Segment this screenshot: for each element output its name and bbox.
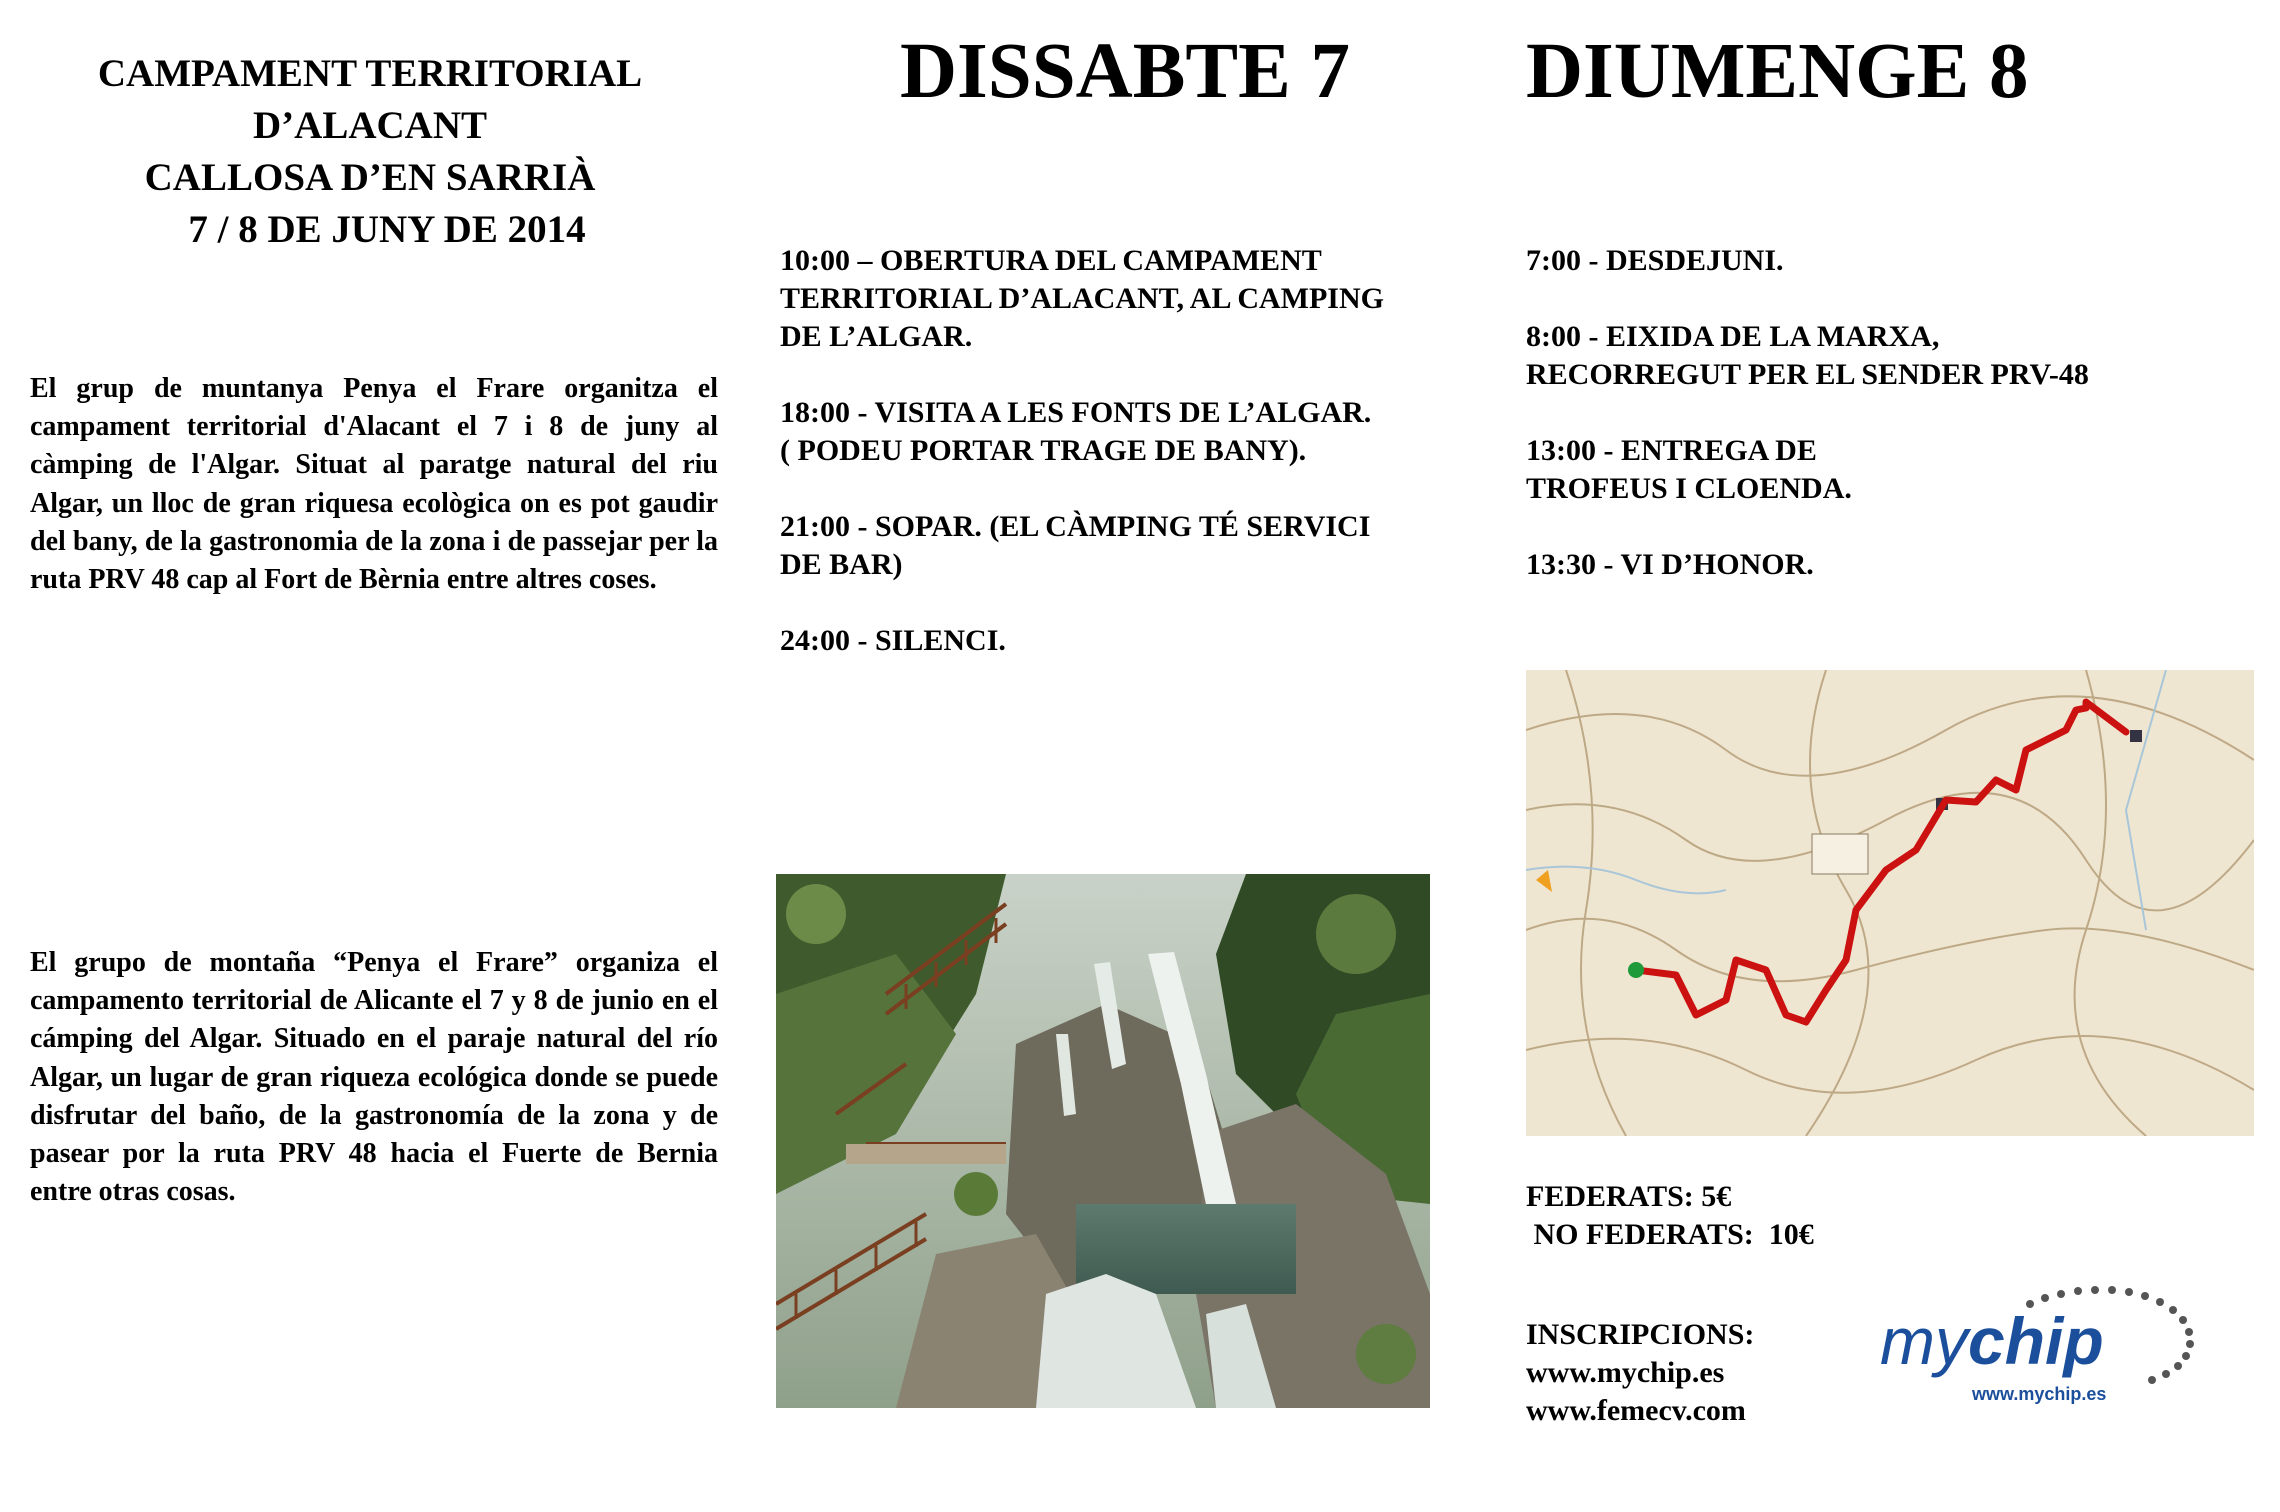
title-line-1: CAMPAMENT TERRITORIAL <box>97 52 643 95</box>
schedule-item <box>1526 318 2226 394</box>
day-sunday-heading: DIUMENGE 8 <box>1526 28 2029 115</box>
waterfall-photo <box>776 874 1430 1408</box>
schedule-line: 10:00 – OBERTURA DEL CAMPAMENT <box>780 244 1322 277</box>
signup-link-femecv[interactable]: www.femecv.com <box>1526 1394 1746 1427</box>
day-saturday-heading: DISSABTE 7 <box>900 28 1351 115</box>
price-federats: FEDERATS: 5€ <box>1526 1180 1732 1213</box>
title-line-3: CALLOSA D’EN SARRIÀ <box>144 156 596 199</box>
intro-valencian-text: El grup de muntanya Penya el Frare organitza el campament territorial d'Alacant el 7 i 8 de juny al càmping de l'Algar. Situat al paratge natural del riu Algar, un lloc de gran riquesa ecològica on es pot gaudir del bany, de la gastronomia de la zona i de passejar per la ruta PRV 48 cap al Fort de Bèrnia entre altres coses. <box>30 373 718 596</box>
schedule-item <box>780 242 1480 356</box>
signup-link-mychip[interactable]: www.mychip.es <box>1526 1356 1725 1389</box>
schedule-item <box>780 394 1480 470</box>
route-map <box>1526 670 2254 1136</box>
logo-url: www.mychip.es <box>1972 1384 2107 1404</box>
schedule-line: RECORREGUT PER EL SENDER PRV-48 <box>1526 358 2089 391</box>
signup <box>1526 1316 1754 1430</box>
schedule-item <box>780 508 1480 584</box>
title-line-2: D’ALACANT <box>253 104 487 147</box>
intro-spanish <box>30 944 718 1211</box>
event-title <box>30 48 710 256</box>
logo-brand-chip: chip <box>1967 1304 2104 1378</box>
intro-spanish-text: El grupo de montaña “Penya el Frare” organiza el campamento territorial de Alicante el 7 y 8 de junio en el cámping del Algar. Situado en el paraje natural del río Algar, un lugar de gran riqueza ecológica donde se puede disfrutar del baño, de la gastronomía de la zona y de pasear por la ruta PRV 48 hacia el Fuerte de Bernia entre otras cosas. <box>30 947 718 1208</box>
schedule-line: 18:00 - VISITA A LES FONTS DE L’ALGAR. <box>780 396 1372 429</box>
waterfall-icon <box>776 874 1430 1408</box>
schedule-line: 8:00 - EIXIDA DE LA MARXA, <box>1526 320 1940 353</box>
schedule-item <box>1526 546 2226 584</box>
sunday-schedule <box>1526 242 2226 622</box>
schedule-line: DE L’ALGAR. <box>780 320 973 353</box>
schedule-line: ( PODEU PORTAR TRAGE DE BANY). <box>780 434 1307 467</box>
schedule-line: 7:00 - DESDEJUNI. <box>1526 244 1784 277</box>
saturday-schedule <box>780 242 1480 698</box>
schedule-line: 13:30 - VI D’HONOR. <box>1526 548 1814 581</box>
mychip-logo[interactable] <box>1880 1284 2216 1414</box>
signup-label: INSCRIPCIONS: <box>1526 1318 1755 1351</box>
prices <box>1526 1178 1814 1254</box>
intro-valencian <box>30 370 718 599</box>
route-map-icon <box>1526 670 2254 1136</box>
schedule-line: 21:00 - SOPAR. (EL CÀMPING TÉ SERVICI <box>780 510 1371 543</box>
schedule-line: TERRITORIAL D’ALACANT, AL CAMPING <box>780 282 1384 315</box>
title-line-4: 7 / 8 DE JUNY DE 2014 <box>188 208 586 251</box>
schedule-item <box>780 622 1480 660</box>
schedule-line: 24:00 - SILENCI. <box>780 624 1006 657</box>
price-no-federats: NO FEDERATS: 10€ <box>1526 1218 1814 1251</box>
schedule-line: TROFEUS I CLOENDA. <box>1526 472 1852 505</box>
schedule-line: 13:00 - ENTREGA DE <box>1526 434 1817 467</box>
schedule-item <box>1526 242 2226 280</box>
logo-brand-my: my <box>1880 1304 1968 1378</box>
schedule-line: DE BAR) <box>780 548 903 581</box>
schedule-item <box>1526 432 2226 508</box>
